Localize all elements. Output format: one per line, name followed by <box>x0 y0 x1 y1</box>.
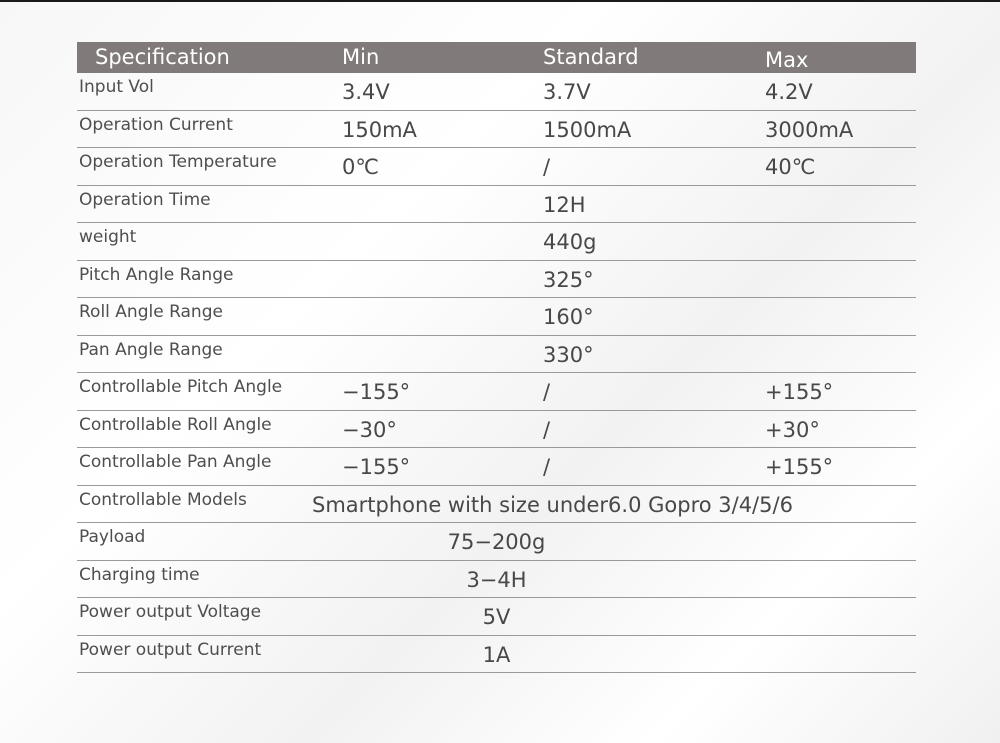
row-label: Pitch Angle Range <box>79 264 234 285</box>
standard-value: / <box>543 455 551 479</box>
standard-value: 3.7V <box>543 80 591 104</box>
min-value: −30° <box>342 417 397 442</box>
table-row <box>77 523 916 561</box>
spanning-value: Smartphone with size under6.0 Gopro 3/4/5/6 <box>312 492 793 517</box>
row-label: Operation Temperature <box>79 152 277 172</box>
row-label: Operation Time <box>79 189 211 210</box>
standard-value: 325° <box>543 267 594 292</box>
table-row <box>77 148 916 186</box>
table-row <box>77 448 916 486</box>
row-label: Power output Voltage <box>79 602 262 622</box>
table-row <box>77 636 916 674</box>
max-value: +30° <box>765 417 820 442</box>
header-min: Min <box>342 45 380 69</box>
table-row <box>77 561 916 599</box>
header-specification: Specification <box>95 45 230 69</box>
standard-value: 440g <box>543 230 597 254</box>
row-label: Roll Angle Range <box>79 302 223 322</box>
standard-value: / <box>543 380 551 404</box>
row-label: Controllable Models <box>79 489 247 510</box>
table-row <box>77 261 916 299</box>
row-label: Power output Current <box>79 639 262 660</box>
table-row <box>77 111 916 149</box>
max-value: 3000mA <box>765 117 854 142</box>
table-row <box>77 298 916 336</box>
max-value: 40℃ <box>765 155 816 179</box>
row-label: Charging time <box>79 564 200 585</box>
table-row <box>77 336 916 374</box>
row-label: Operation Current <box>79 114 233 135</box>
min-value: −155° <box>342 380 411 404</box>
top-border <box>0 0 1000 2</box>
min-value: 3.4V <box>342 80 390 104</box>
table-row <box>77 598 916 636</box>
table-row <box>77 486 916 524</box>
spanning-value: 5V <box>482 605 511 629</box>
standard-value: 12H <box>543 192 586 217</box>
standard-value: 160° <box>543 305 594 329</box>
row-label: Payload <box>79 527 146 547</box>
header-standard: Standard <box>543 45 639 69</box>
standard-value: 1500mA <box>543 117 632 142</box>
standard-value: 330° <box>543 342 594 367</box>
spanning-value: 75−200g <box>447 530 546 554</box>
min-value: −155° <box>342 455 411 479</box>
row-label: Controllable Pan Angle <box>79 452 272 472</box>
standard-value: / <box>543 417 551 442</box>
row-label: weight <box>79 227 137 247</box>
table-header <box>77 42 916 73</box>
row-label: Controllable Roll Angle <box>79 414 272 435</box>
header-max: Max <box>765 48 809 72</box>
spanning-value: 3−4H <box>466 567 527 592</box>
spec-table <box>77 42 916 673</box>
min-value: 0℃ <box>342 155 379 179</box>
row-label: Controllable Pitch Angle <box>79 377 283 397</box>
table-row <box>77 373 916 411</box>
min-value: 150mA <box>342 117 417 142</box>
max-value: +155° <box>765 455 834 479</box>
standard-value: / <box>543 155 551 179</box>
row-label: Input Vol <box>79 77 154 97</box>
table-row <box>77 186 916 224</box>
table-row <box>77 223 916 261</box>
table-row <box>77 411 916 449</box>
table-row <box>77 73 916 111</box>
spanning-value: 1A <box>482 642 511 667</box>
row-label: Pan Angle Range <box>79 339 223 360</box>
max-value: 4.2V <box>765 80 813 104</box>
max-value: +155° <box>765 380 834 404</box>
